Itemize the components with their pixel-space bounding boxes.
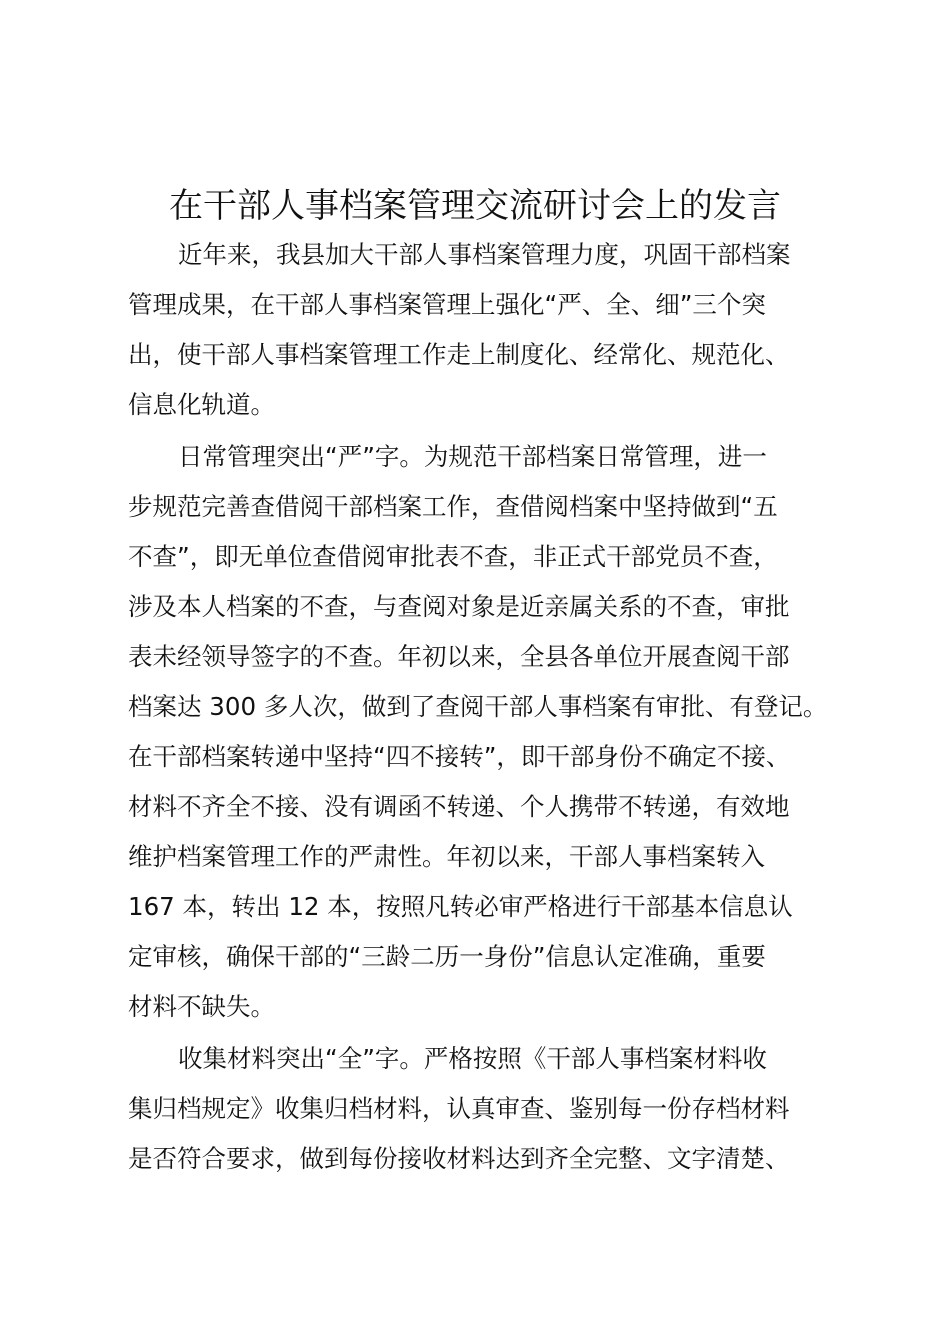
text-line: 表未经领导签字的不查。年初以来，全县各单位开展查阅干部 bbox=[128, 642, 790, 671]
text-line: 近年来，我县加大干部人事档案管理力度，巩固干部档案 bbox=[178, 240, 791, 269]
text-line: 定审核，确保干部的“三龄二历一身份”信息认定准确，重要 bbox=[128, 942, 766, 971]
paragraph-1 bbox=[128, 230, 868, 430]
text-line: 信息化轨道。 bbox=[128, 390, 275, 419]
text-line: 出，使干部人事档案管理工作走上制度化、经常化、规范化、 bbox=[128, 340, 790, 369]
text-line: 维护档案管理工作的严肃性。年初以来，干部人事档案转入 bbox=[128, 842, 765, 871]
text-line: 在干部档案转递中坚持“四不接转”，即干部身份不确定不接、 bbox=[128, 742, 791, 771]
text-line: 日常管理突出“严”字。为规范干部档案日常管理，进一 bbox=[178, 442, 767, 471]
text-line: 材料不缺失。 bbox=[128, 992, 275, 1021]
text-line: 管理成果，在干部人事档案管理上强化“严、全、细”三个突 bbox=[128, 290, 766, 319]
text-line: 集归档规定》收集归档材料，认真审查、鉴别每一份存档材料 bbox=[128, 1094, 790, 1123]
document-body bbox=[128, 230, 868, 1186]
text-line: 材料不齐全不接、没有调函不转递、个人携带不转递，有效地 bbox=[128, 792, 790, 821]
text-line: 167 本，转出 12 本，按照凡转必审严格进行干部基本信息认 bbox=[128, 892, 793, 921]
document-title: 在干部人事档案管理交流研讨会上的发言 bbox=[169, 186, 781, 226]
paragraph-2 bbox=[128, 432, 868, 1032]
text-line: 收集材料突出“全”字。严格按照《干部人事档案材料收 bbox=[178, 1044, 767, 1073]
text-line: 步规范完善查借阅干部档案工作，查借阅档案中坚持做到“五 bbox=[128, 492, 778, 521]
text-line: 档案达 300 多人次，做到了查阅干部人事档案有审批、有登记。 bbox=[128, 692, 828, 721]
paragraph-3 bbox=[128, 1034, 868, 1184]
text-line: 涉及本人档案的不查，与查阅对象是近亲属关系的不查，审批 bbox=[128, 592, 790, 621]
text-line: 不查”，即无单位查借阅审批表不查，非正式干部党员不查， bbox=[128, 542, 778, 571]
text-line: 是否符合要求，做到每份接收材料达到齐全完整、文字清楚、 bbox=[128, 1144, 790, 1173]
